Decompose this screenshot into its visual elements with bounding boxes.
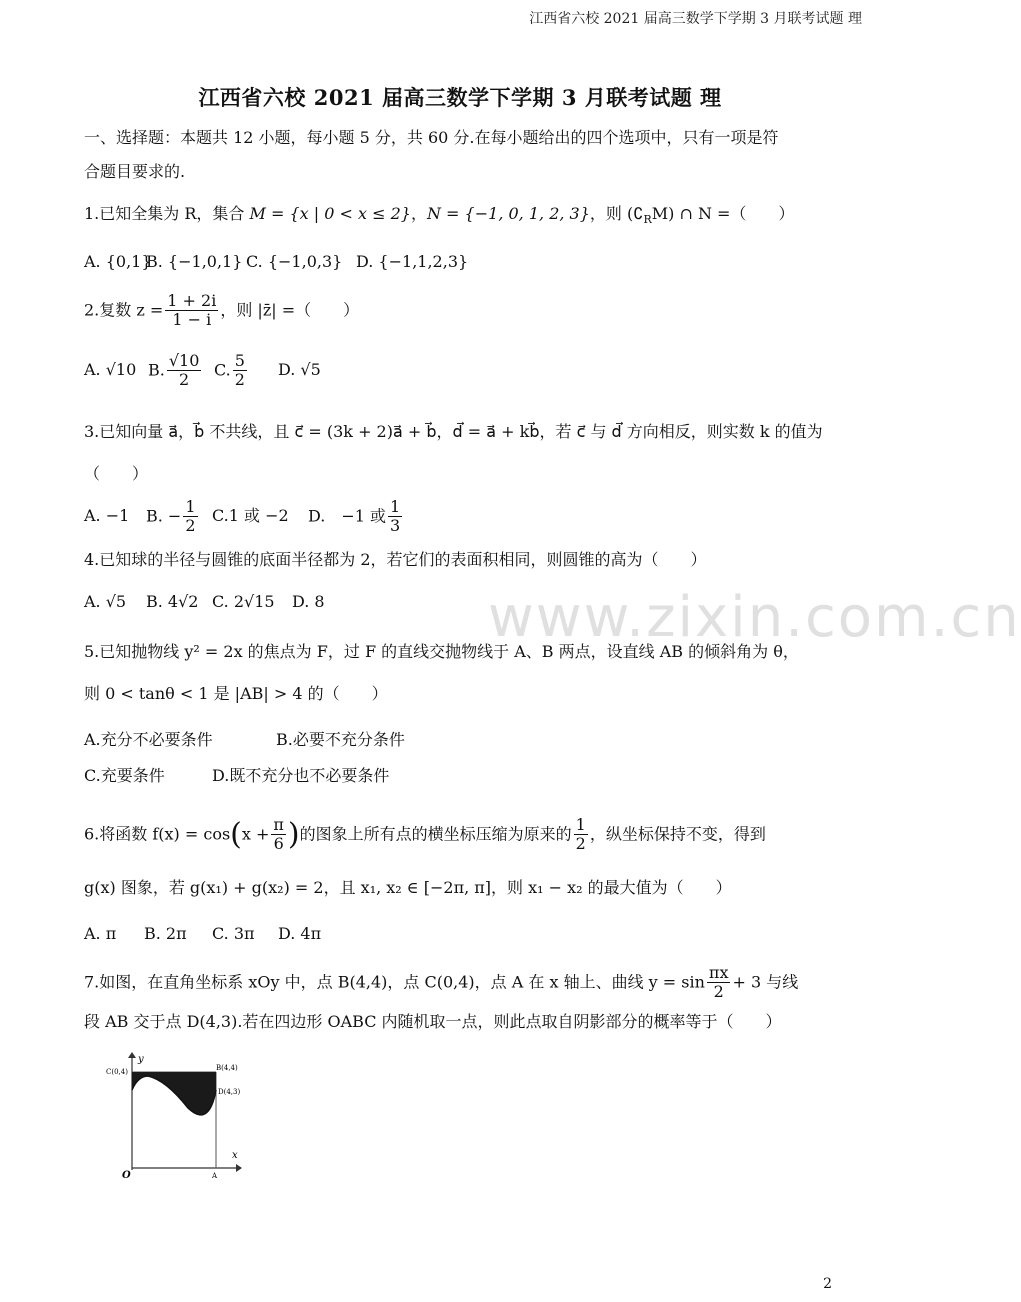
q4-options — [84, 590, 325, 614]
shaded-region — [132, 1072, 216, 1115]
q3-option-b-num: 1 — [185, 497, 196, 516]
q5-options-row1 — [84, 728, 405, 752]
q7-num: πx — [708, 963, 729, 982]
q3-option-d-num: 1 — [390, 497, 401, 516]
q2-option-c-num: 5 — [234, 351, 245, 370]
q1-option-a: A. {0,1} — [84, 252, 152, 271]
q1-option-b: B. {−1,0,1} — [146, 252, 243, 271]
q2-option-a: A. √10 — [84, 360, 137, 380]
question-1 — [84, 202, 794, 232]
q2-post: ，则 |z̄| =（ ） — [220, 300, 360, 320]
q2-option-c-fraction — [233, 352, 247, 390]
q7-den: 2 — [713, 982, 724, 1002]
coordinate-figure — [104, 1050, 254, 1180]
q2-numerator: 1 + 2i — [167, 291, 217, 310]
q4-option-b: B. 4√2 — [146, 592, 199, 611]
q4-option-c: C. 2√15 — [212, 592, 275, 611]
q3-option-b — [146, 498, 212, 536]
q6-arg-den: 6 — [273, 834, 284, 854]
question-5-line2: 则 0 < tanθ < 1 是 |AB| > 4 的（ ） — [84, 684, 388, 703]
q6-post: ，纵坐标保持不变，得到 — [589, 824, 766, 844]
q3-option-d-den: 3 — [390, 516, 401, 536]
section-intro-line1: 一、选择题：本题共 12 小题，每小题 5 分，共 60 分.在每小题给出的四个选项中，只有一项是符 — [84, 128, 779, 147]
q2-option-b-den: 2 — [179, 370, 190, 390]
q7-fraction — [707, 964, 731, 1002]
q6-arg-pre: x + — [241, 824, 270, 844]
q5-option-b: B.必要不充分条件 — [276, 730, 405, 749]
question-4: 4.已知球的半径与圆锥的底面半径都为 2，若它们的表面积相同，则圆锥的高为（ ） — [84, 550, 707, 569]
q6-paren-right: ) — [287, 816, 300, 852]
q6-paren-left: ( — [230, 816, 242, 852]
q2-option-c-den: 2 — [234, 370, 245, 390]
section-intro-line2: 合题目要求的. — [84, 162, 186, 181]
q1-sep: ， — [410, 204, 427, 223]
x-axis-arrow — [236, 1164, 242, 1172]
q1-text-c: M) ∩ N =（ ） — [651, 204, 795, 223]
q1-complement-sub: R — [643, 213, 652, 227]
q1-text-a: 1.已知全集为 R，集合 — [84, 204, 250, 223]
q2-options — [84, 352, 321, 390]
q2-option-b-label: B. — [148, 360, 165, 380]
q6-half-den: 2 — [575, 834, 586, 854]
q6-pre: 6.将函数 f(x) = cos — [84, 824, 231, 844]
question-7-line2: 段 AB 交于点 D(4,3).若在四边形 OABC 内随机取一点，则此点取自阴影部分的概率等于（ ） — [84, 1012, 782, 1031]
q6-option-d: D. 4π — [278, 924, 322, 943]
question-7-line1 — [84, 964, 798, 1002]
q6-options — [84, 922, 321, 946]
label-x: x — [232, 1150, 238, 1161]
question-5-line1: 5.已知抛物线 y² = 2x 的焦点为 F，过 F 的直线交抛物线于 A、B 两点，设直线 AB 的倾斜角为 θ， — [84, 642, 799, 661]
y-axis-arrow — [128, 1052, 136, 1058]
q2-option-c-label: C. — [214, 360, 231, 380]
q1-complement-symbol: ∁ — [633, 204, 644, 223]
q6-option-c: C. 3π — [212, 924, 255, 943]
q2-option-c — [214, 352, 278, 390]
q4-option-d: D. 8 — [292, 592, 325, 611]
q5-options-row2 — [84, 764, 389, 788]
label-y: y — [138, 1054, 144, 1065]
q3-option-b-label: B. − — [146, 506, 182, 526]
label-c: C(0,4) — [106, 1068, 128, 1076]
q5-option-d: D.既不充分也不必要条件 — [212, 766, 390, 785]
q5-option-c: C.充要条件 — [84, 766, 165, 785]
document-title: 江西省六校 2021 届高三数学下学期 3 月联考试题 理 — [198, 85, 722, 110]
q1-option-c: C. {−1,0,3} — [246, 252, 343, 271]
q3-option-d-label: D. −1 或 — [308, 506, 387, 526]
q7-pre: 7.如图，在直角坐标系 xOy 中，点 B(4,4)，点 C(0,4)，点 A 在 x 轴上、曲线 y = sin — [84, 972, 705, 992]
question-6-line1 — [84, 816, 766, 854]
q2-option-d: D. √5 — [278, 360, 321, 380]
q2-option-b-num: √10 — [168, 351, 200, 370]
page-number: 2 — [823, 1276, 832, 1292]
q6-half-fraction — [574, 816, 588, 854]
q6-option-a: A. π — [84, 924, 117, 943]
q6-arg-fraction — [271, 816, 286, 854]
q3-option-b-fraction — [183, 498, 197, 536]
label-d: D(4,3) — [218, 1088, 241, 1096]
q1-options — [84, 250, 468, 274]
q6-option-b: B. 2π — [144, 924, 187, 943]
q3-option-a: A. −1 — [84, 506, 130, 526]
q1-text-b: ，则 ( — [589, 204, 634, 223]
q5-option-a: A.充分不必要条件 — [84, 730, 213, 749]
q2-option-b-fraction — [167, 352, 202, 390]
q1-set-n: N = {−1, 0, 1, 2, 3} — [426, 204, 590, 223]
q2-pre: 2.复数 z = — [84, 300, 164, 320]
label-b: B(4,4) — [216, 1064, 238, 1072]
q3-options — [84, 498, 404, 536]
question-6-line2: g(x) 图象，若 g(x₁) + g(x₂) = 2，且 x₁, x₂ ∈ [−2π, π]，则 x₁ − x₂ 的最大值为（ ） — [84, 878, 732, 897]
q3-option-b-den: 2 — [185, 516, 196, 536]
question-3-line2: （ ） — [84, 464, 149, 483]
watermark: www.zixin.com.cn — [488, 585, 1021, 650]
q3-option-d-fraction — [388, 498, 402, 536]
q3-option-c: C.1 或 −2 — [212, 506, 289, 526]
q1-option-d: D. {−1,1,2,3} — [356, 252, 469, 271]
question-3-line1: 3.已知向量 a⃗，b⃗ 不共线，且 c⃗ = (3k + 2)a⃗ + b⃗，d⃗ = a⃗ + kb⃗，若 c⃗ 与 d⃗ 方向相反，则实数 k 的值为 — [84, 422, 823, 441]
q6-mid: 的图象上所有点的横坐标压缩为原来的 — [299, 824, 572, 844]
page-header: 江西省六校 2021 届高三数学下学期 3 月联考试题 理 — [529, 11, 862, 27]
q4-option-a: A. √5 — [84, 592, 127, 611]
q6-half-num: 1 — [575, 815, 586, 834]
q2-denominator: 1 − i — [172, 310, 212, 330]
q2-fraction — [165, 292, 218, 330]
label-a: A — [212, 1172, 218, 1180]
question-2 — [84, 292, 359, 330]
q6-arg-num: π — [273, 815, 284, 834]
q7-post: + 3 与线 — [732, 972, 799, 992]
q1-set-m: M = {x | 0 < x ≤ 2} — [249, 204, 411, 223]
q2-option-b — [148, 352, 214, 390]
q3-option-d — [308, 498, 404, 536]
label-o: O — [122, 1170, 131, 1181]
